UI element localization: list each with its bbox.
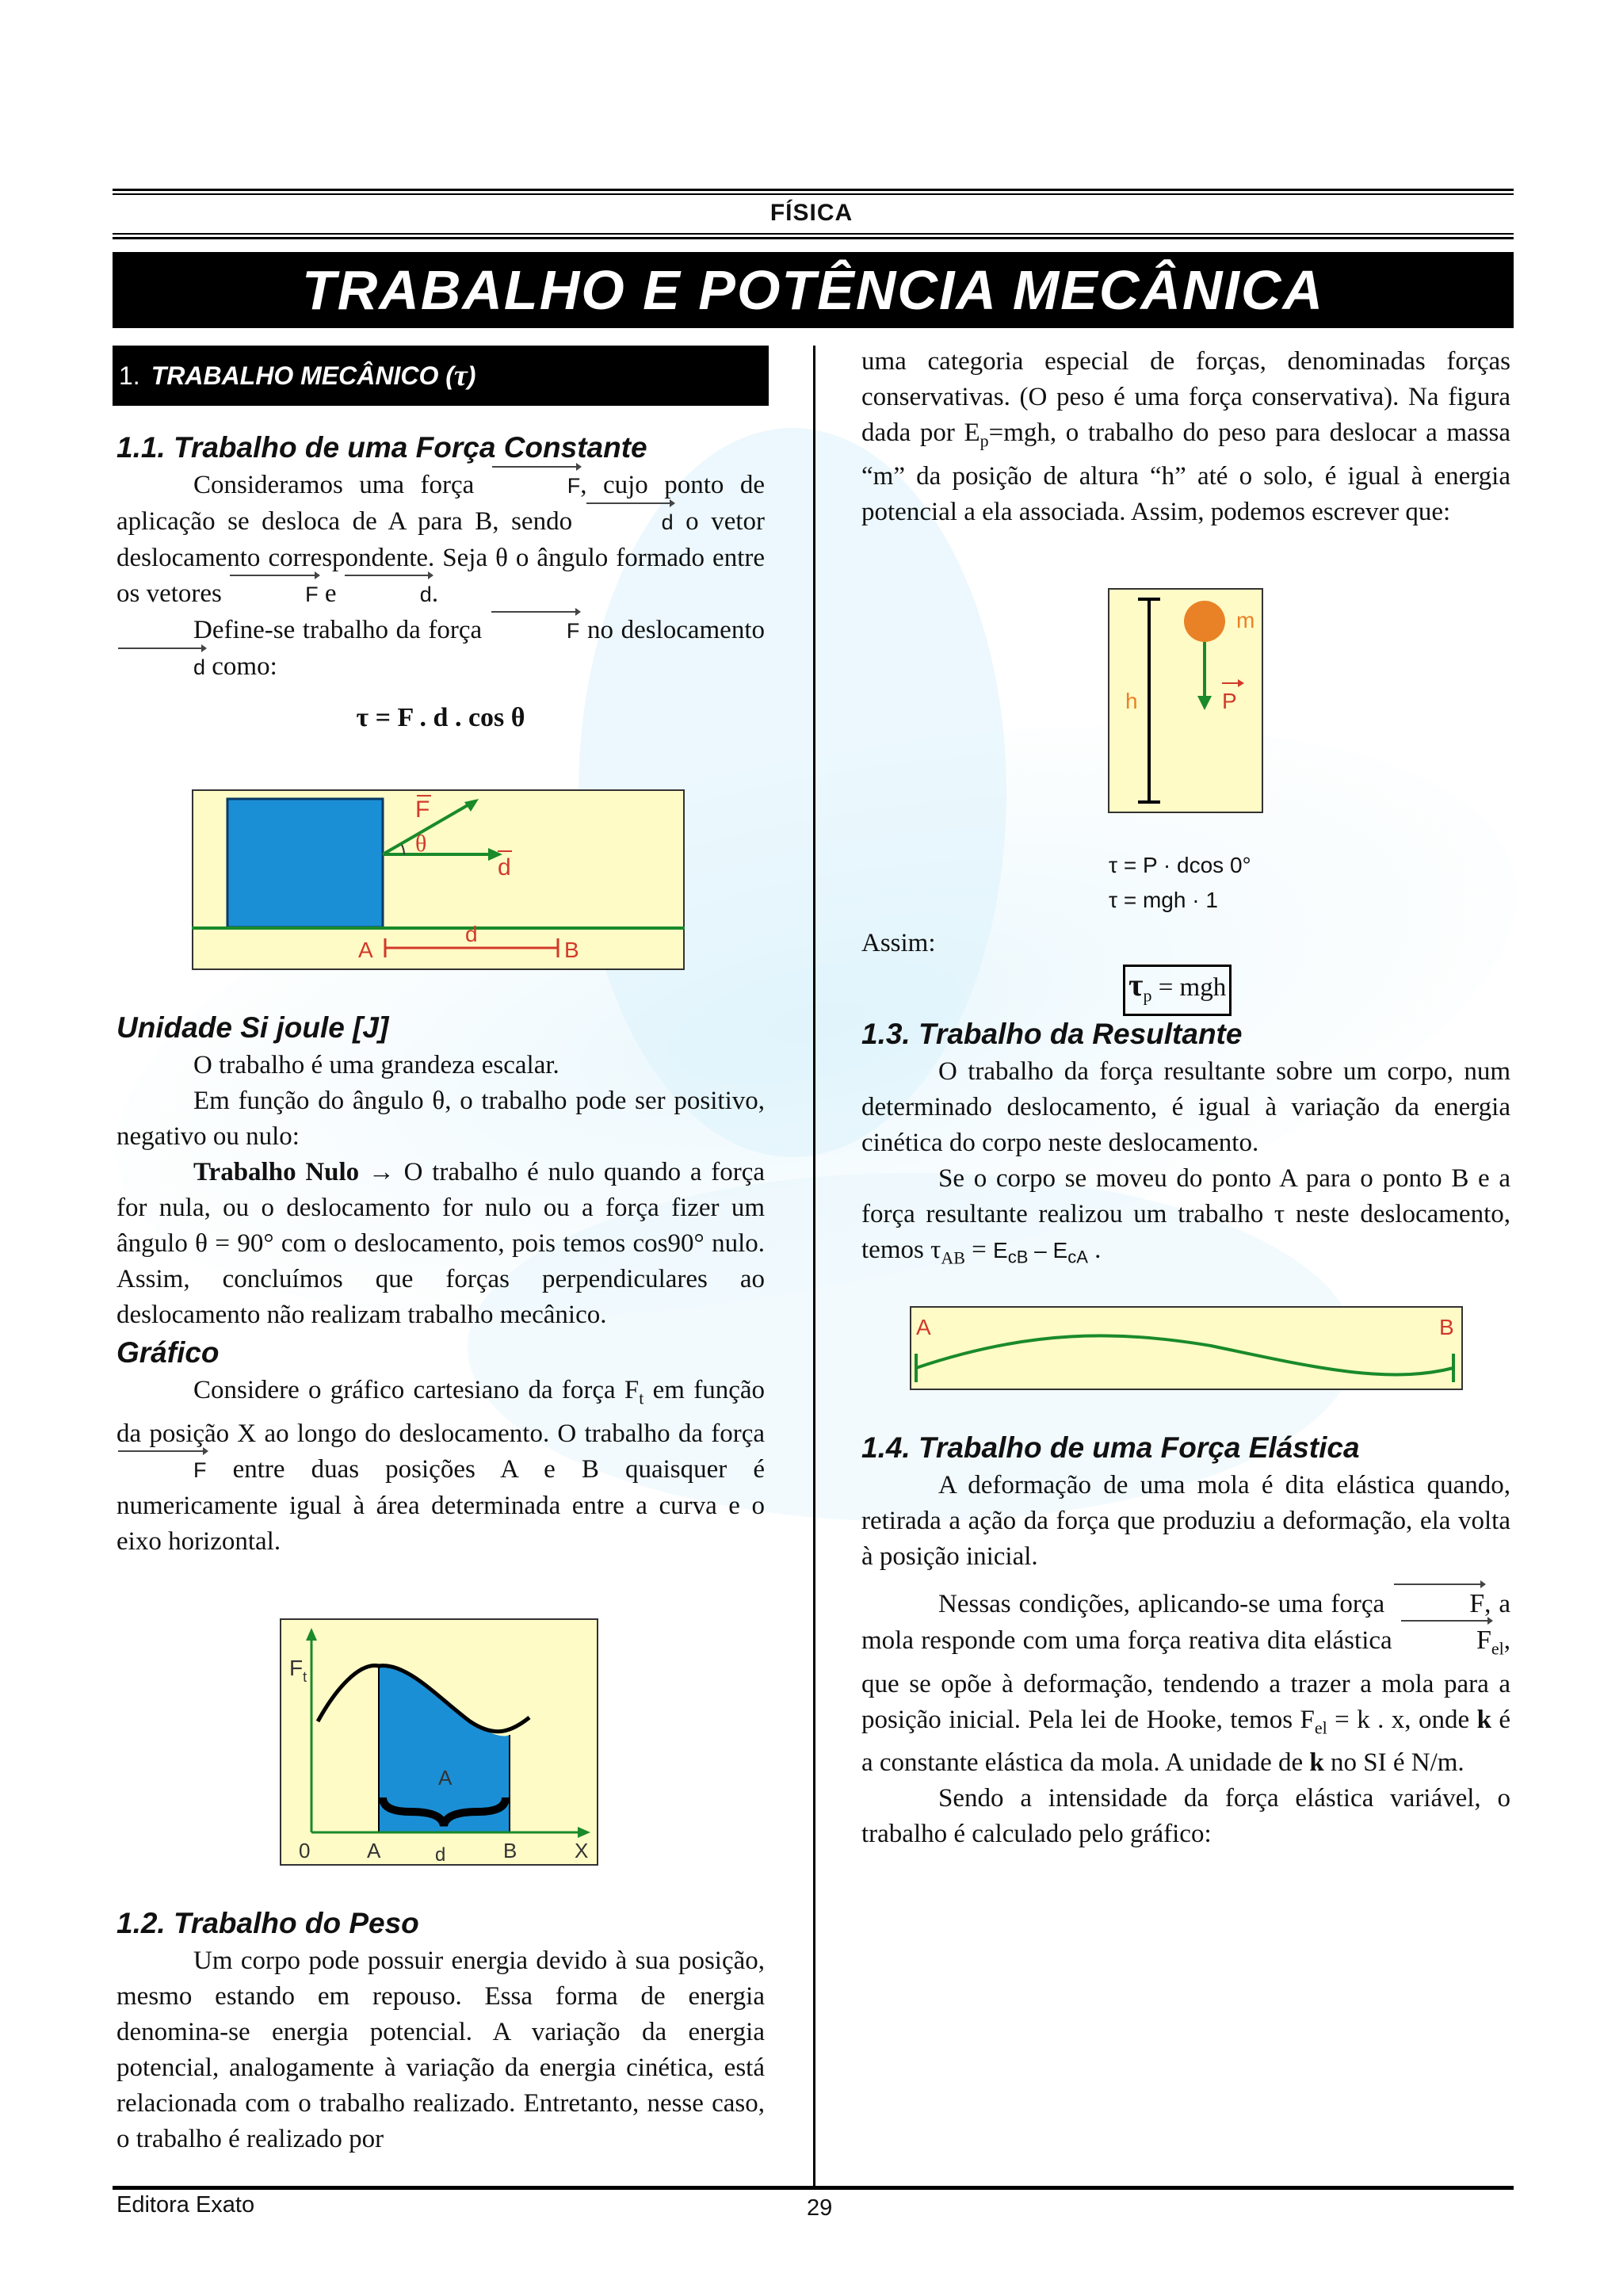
block xyxy=(227,799,383,927)
force-position-graph xyxy=(280,1618,598,1866)
paragraph: Assim: xyxy=(861,929,936,957)
heading-1-4: 1.4. Trabalho de uma Força Elástica xyxy=(861,1431,1360,1464)
d-vector-label: d xyxy=(498,854,511,881)
publisher-name: Editora Exato xyxy=(116,2192,255,2218)
area-label: A xyxy=(438,1766,453,1790)
section-number: 1. xyxy=(119,361,140,390)
paragraph: Trabalho Nulo → O trabalho é nulo quando a força for nula, ou o deslocamento for nulo ou a força fizer um ângulo θ = 90° com o deslocamento, pois temos cos90° nulo. Assim, concluímos que forças perpendiculares ao deslocamento não realizam trabalho mecânico. xyxy=(116,1158,765,1329)
paragraph: Considere o gráfico cartesiano da força $F_t$ em função da posição X ao longo do deslocamento. O trabalho da força F entre duas posições A e B quaisquer é numericamente igual à área determinada entre a curva e o eixo horizontal. xyxy=(116,1376,765,1556)
section-title-close: ) xyxy=(467,361,476,390)
right-column xyxy=(861,344,1510,530)
weight-height-figure xyxy=(1108,588,1263,813)
paragraph: uma categoria especial de forças, denominadas forças conservativas. (O peso é uma força conservativa). Na figura dada por $E_p=mgh$, o trabalho do peso para deslocar a massa “m” da posição de altura “h” até o solo, é igual à energia potencial a ela associada. Assim, podemos escrever que: xyxy=(861,347,1510,526)
work-formula: τ = F . d . cos θ xyxy=(356,703,525,732)
subject-label: FÍSICA xyxy=(769,200,854,226)
d-label: d xyxy=(465,922,478,946)
final-equation: $\tau_p$ = mgh xyxy=(861,965,1510,1016)
equation-1: τ = P · dcos 0° xyxy=(1109,853,1251,877)
ft-axis-label: $F_t$ xyxy=(289,1656,307,1685)
tau-symbol: τ xyxy=(453,359,468,392)
point-b-label: B xyxy=(1439,1315,1454,1339)
point-a-label: A xyxy=(916,1315,931,1339)
vector-d: d xyxy=(585,505,674,541)
heading-unit: Unidade Si joule [J] xyxy=(116,1011,389,1044)
page-title-bar xyxy=(113,252,1514,328)
vector-F: F xyxy=(491,468,581,504)
page-title: TRABALHO E POTÊNCIA MECÂNICA xyxy=(301,259,1325,321)
paragraph: Um corpo pode possuir energia devido à sua posição, mesmo estando em repouso. Essa forma de energia denomina-se energia potencial. A variação da energia potencial, analogamente à variação da energia cinética, está relacionada com o trabalho realizado. Entretanto, nesse caso, o trabalho é realizado por xyxy=(116,1946,765,2153)
paragraph: Nessas condições, aplicando-se uma força F, a mola responde com uma força reativa dita elástica $F_{el}$, que se opõe à deformação, tendendo a trazer a mola para a posição inicial. Pela lei de Hooke, temos $F_{el} = k$ . x, onde k é a constante elástica da mola. A unidade de k no SI é N/m. xyxy=(861,1586,1510,1781)
path-figure xyxy=(910,1306,1463,1390)
header-rule xyxy=(113,189,1514,191)
section-1-bar xyxy=(113,346,769,406)
paragraph: A deformação de uma mola é dita elástica quando, retirada a ação da força que produziu a deformação, ela volta à posição inicial. xyxy=(861,1471,1510,1571)
force-label: F xyxy=(415,797,430,823)
mass-ball xyxy=(1184,601,1225,642)
header-rule xyxy=(113,237,1514,239)
vector-F: F xyxy=(490,613,580,649)
vector-F: F xyxy=(1392,1586,1484,1622)
paragraph: O trabalho da força resultante sobre um corpo, num determinado deslocamento, é igual à variação da energia cinética do corpo neste deslocamento. xyxy=(861,1057,1510,1157)
paragraph: Em função do ângulo θ, o trabalho pode ser positivo, negativo ou nulo: xyxy=(116,1087,765,1151)
mass-label: m xyxy=(1236,608,1255,632)
point-b-label: B xyxy=(503,1839,517,1862)
paragraph: Consideramos uma força F, cujo ponto de aplicação se desloca de A para B, sendo d o vetor deslocamento correspondente. Seja θ o ângulo formado entre os vetores F e d. xyxy=(116,468,765,613)
heading-1-1: 1.1. Trabalho de uma Força Constante xyxy=(116,431,647,464)
left-column xyxy=(116,428,765,735)
heading-grafico: Gráfico xyxy=(116,1336,220,1369)
left-column-2 xyxy=(116,1008,765,1560)
header-rule xyxy=(113,193,1514,195)
vector-d: d xyxy=(343,577,432,613)
force-block-figure xyxy=(192,789,685,970)
point-a-label: A xyxy=(367,1839,381,1862)
vector-F: F xyxy=(116,1453,207,1488)
point-b-label: B xyxy=(564,938,579,962)
header-rule xyxy=(113,233,1514,235)
vector-d: d xyxy=(116,650,205,686)
origin-label: 0 xyxy=(299,1839,311,1862)
height-label: h xyxy=(1125,689,1138,713)
heading-1-3: 1.3. Trabalho da Resultante xyxy=(861,1018,1243,1050)
d-label: d xyxy=(435,1844,446,1866)
weight-label: P xyxy=(1222,689,1237,713)
page-number: 29 xyxy=(807,2195,833,2221)
point-a-label: A xyxy=(358,938,373,962)
vector-F: F xyxy=(228,577,319,613)
column-divider xyxy=(813,346,815,2186)
right-column-eqs xyxy=(861,848,1510,1016)
right-column-2 xyxy=(861,1014,1510,1276)
left-column-3 xyxy=(116,1904,765,2157)
equation-2: τ = mgh · 1 xyxy=(1109,888,1218,912)
vector-F-el: F xyxy=(1400,1622,1491,1658)
footer-rule xyxy=(113,2186,1514,2190)
paragraph: Sendo a intensidade da força elástica variável, o trabalho é calculado pelo gráfico: xyxy=(861,1784,1510,1849)
heading-1-2: 1.2. Trabalho do Peso xyxy=(116,1907,419,1939)
paragraph: Define-se trabalho da força F no deslocamento d como: xyxy=(116,613,765,686)
theta-label: θ xyxy=(415,831,427,857)
right-column-3 xyxy=(861,1428,1510,1852)
x-axis-label: X xyxy=(575,1839,589,1862)
section-title: TRABALHO MECÂNICO ( xyxy=(151,361,454,390)
paragraph: O trabalho é uma grandeza escalar. xyxy=(193,1051,559,1079)
paragraph: Se o corpo se moveu do ponto A para o ponto B e a força resultante realizou um trabalho τ neste deslocamento, temos $\tau_{AB} = E_{cB} - E_{cA}$ . xyxy=(861,1164,1510,1268)
